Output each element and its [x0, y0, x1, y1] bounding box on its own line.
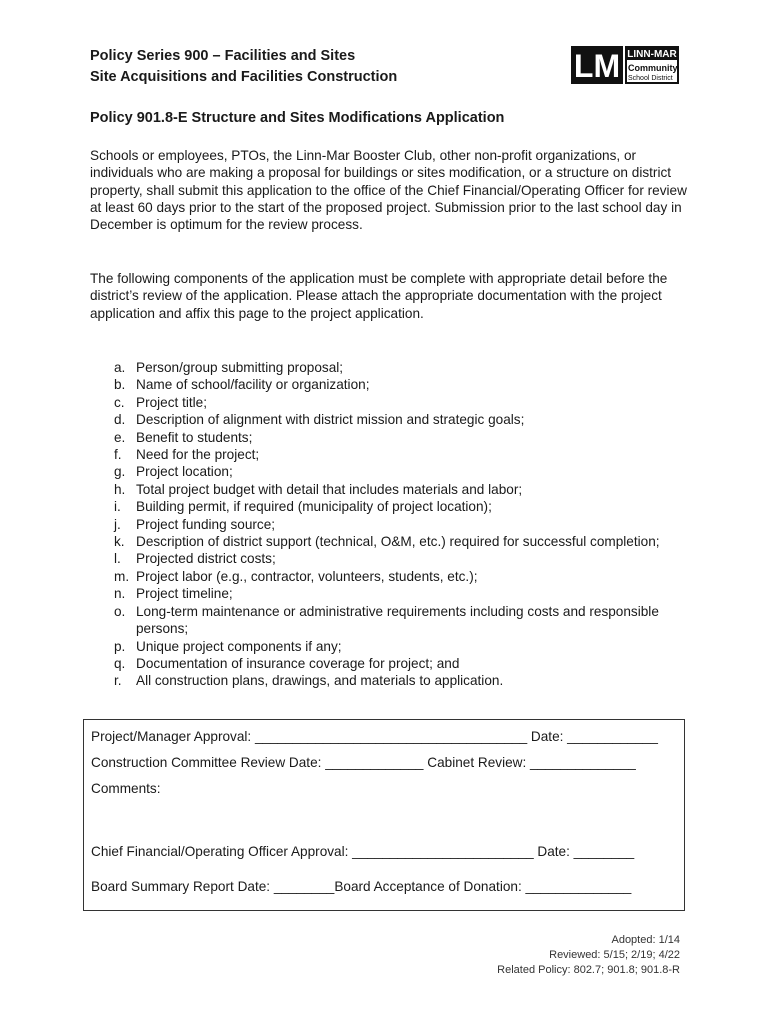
list-item: d. Description of alignment with district mission and strategic goals;: [114, 412, 525, 428]
list-item: a. Person/group submitting proposal;: [114, 360, 344, 375]
construction-committee-review-field[interactable]: Construction Committee Review Date: _____________ Cabinet Review: ______________: [91, 755, 636, 770]
list-item: j. Project funding source;: [114, 516, 276, 532]
approval-box: [83, 719, 685, 911]
related-policy: Related Policy: 802.7; 901.8; 901.8-R: [497, 964, 680, 976]
list-item: e. Benefit to students;: [114, 429, 253, 445]
list-item: m. Project labor (e.g., contractor, volunteers, students, etc.);: [114, 568, 478, 584]
reviewed-dates: Reviewed: 5/15; 2/19; 4/22: [549, 949, 680, 961]
list-item: l. Projected district costs;: [114, 551, 276, 567]
adopted-date: Adopted: 1/14: [611, 934, 680, 946]
list-item: g. Project location;: [114, 464, 233, 480]
linn-mar-logo: [571, 46, 679, 84]
list-item: c. Project title;: [114, 394, 208, 410]
list-item: h. Total project budget with detail that includes materials and labor;: [114, 481, 523, 497]
list-item: p. Unique project components if any;: [114, 638, 342, 654]
list-item: k. Description of district support (technical, O&M, etc.) required for successful completion;: [114, 534, 660, 550]
board-summary-field[interactable]: Board Summary Report Date: ________Board Acceptance of Donation: ______________: [91, 879, 632, 894]
list-item: o. Long-term maintenance or administrative requirements including costs and responsible persons;: [114, 603, 659, 637]
logo-mark: LM: [573, 48, 621, 84]
list-item: n. Project timeline;: [114, 586, 233, 602]
list-item: f. Need for the project;: [114, 447, 260, 463]
logo-name: LINN-MAR: [627, 49, 677, 60]
instructions-paragraph: The following components of the application must be complete with appropriate detail before the district’s review of the application. Please attach the appropriate documentation with the project application and affix this page to the project application.: [90, 271, 668, 321]
intro-paragraph: Schools or employees, PTOs, the Linn-Mar Booster Club, other non-profit organizations, or individuals who are making a proposal for buildings or sites modification, or a structure on district property, shall submit this application to the office of the Chief Financial/Operating Officer for review at least 60 days prior to the start of the proposed project. Submission prior to the last school day in December is optimum for the review process.: [90, 148, 687, 233]
document-header: [90, 46, 397, 88]
list-item: b. Name of school/facility or organization;: [114, 377, 370, 393]
comments-field[interactable]: Comments:: [91, 781, 161, 796]
list-item: q. Documentation of insurance coverage for project; and: [114, 655, 460, 671]
components-list: [90, 359, 690, 690]
document-title: Policy 901.8-E Structure and Sites Modifications Application: [90, 110, 505, 126]
project-manager-approval-field[interactable]: Project/Manager Approval: ____________________________________ Date: ____________: [91, 729, 658, 744]
logo-sub2: School District: [628, 75, 673, 82]
policy-series-heading: Policy Series 900 – Facilities and Sites: [90, 48, 356, 64]
list-item: i. Building permit, if required (municipality of project location);: [114, 499, 492, 515]
list-item: r. All construction plans, drawings, and materials to application.: [114, 673, 504, 689]
policy-section-heading: Site Acquisitions and Facilities Construction: [90, 69, 398, 85]
cfo-approval-field[interactable]: Chief Financial/Operating Officer Approval: ________________________ Date: ________: [91, 844, 635, 859]
logo-sub1: Community: [628, 63, 678, 73]
document-footer: [497, 933, 680, 978]
